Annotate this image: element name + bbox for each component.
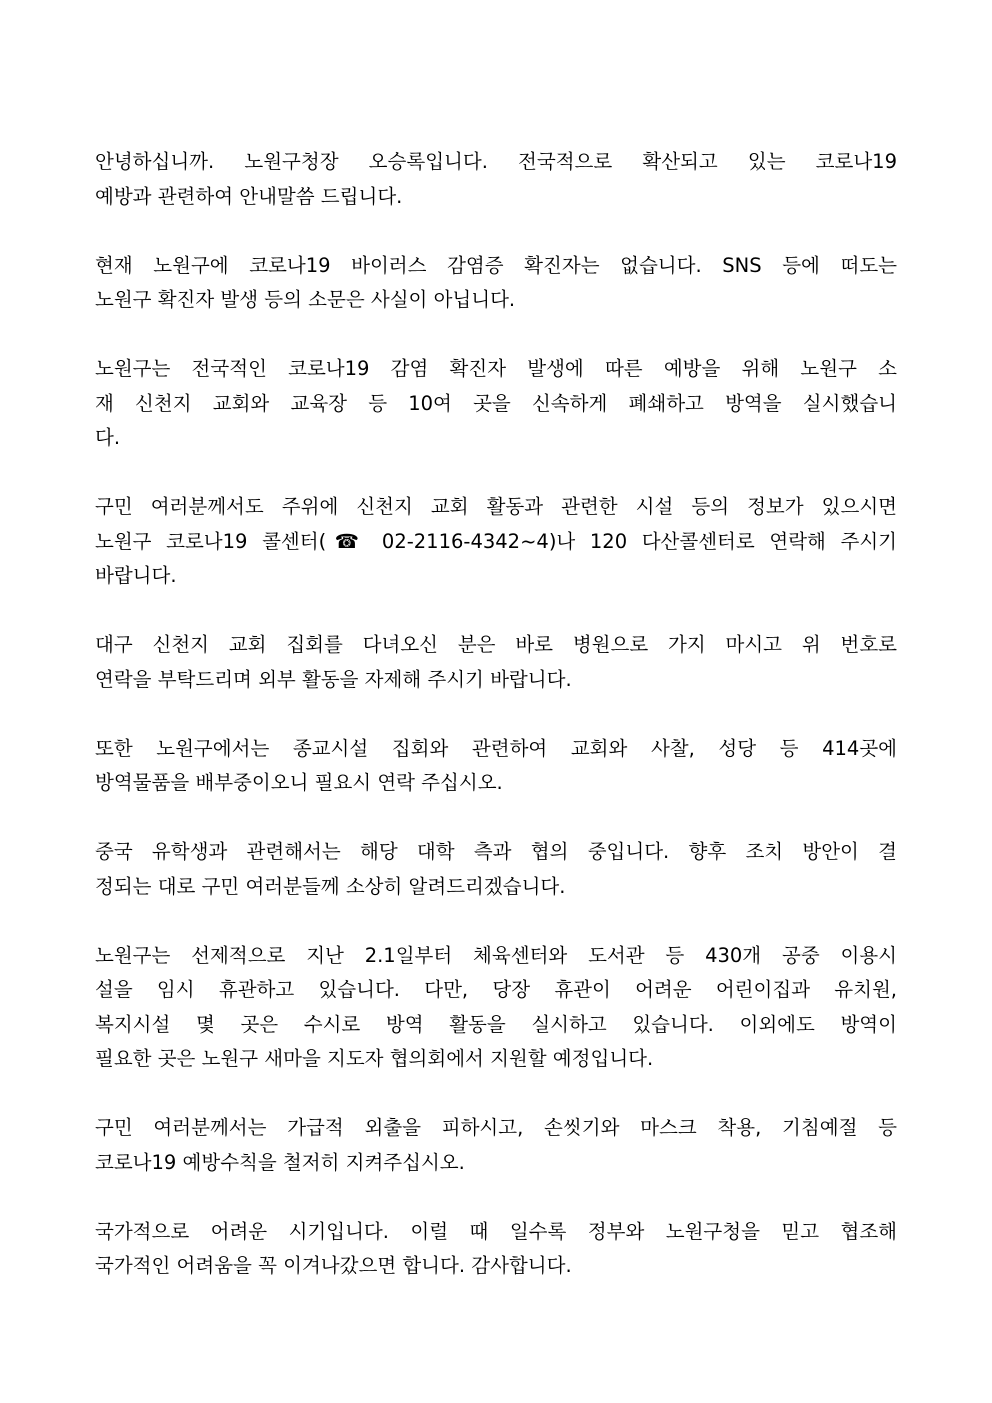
text-line: 안녕하십니까. 노원구청장 오승록입니다. 전국적으로 확산되고 있는 코로나19 [95, 150, 897, 173]
paragraph-students [95, 835, 897, 904]
text-line: 방역물품을 배부중이오니 필요시 연락 주십시오. [95, 771, 503, 794]
paragraph-public-facilities [95, 939, 897, 1077]
paragraph-closure [95, 352, 897, 456]
text-line: 구민 여러분께서도 주위에 신천지 교회 활동과 관련한 시설 등의 정보가 있으시면 [95, 495, 897, 518]
paragraph-prevention [95, 1111, 897, 1180]
text-line: 코로나19 예방수칙을 철저히 지켜주십시오. [95, 1150, 465, 1174]
text-line: 또한 노원구에서는 종교시설 집회와 관련하여 교회와 사찰, 성당 등 414곳에 [95, 736, 897, 760]
paragraph-call-center [95, 490, 897, 594]
text-line: 예방과 관련하여 안내말씀 드립니다. [95, 184, 403, 208]
text-line: 정되는 대로 구민 여러분들께 소상히 알려드리겠습니다. [95, 874, 566, 898]
text-line: 구민 여러분께서는 가급적 외출을 피하시고, 손씻기와 마스크 착용, 기침예절 등 [95, 1116, 897, 1139]
text-line: 노원구는 전국적인 코로나19 감염 확진자 발생에 따른 예방을 위해 노원구 소 [95, 357, 897, 380]
paragraph-no-cases [95, 249, 897, 318]
text-line: 바랍니다. [95, 564, 177, 587]
text-line: 복지시설 몇 곳은 수시로 방역 활동을 실시하고 있습니다. 이외에도 방역이 [95, 1012, 897, 1036]
text-line: 다. [95, 426, 121, 449]
text-line: 국가적인 어려움을 꼭 이겨나갔으면 합니다. 감사합니다. [95, 1254, 572, 1277]
paragraph-greeting [95, 145, 897, 214]
text-line: 현재 노원구에 코로나19 바이러스 감염증 확진자는 없습니다. SNS 등에 떠도는 [95, 253, 897, 277]
paragraph-religious-facilities [95, 732, 897, 801]
text-line: 노원구는 선제적으로 지난 2.1일부터 체육센터와 도서관 등 430개 공중 이용시 [95, 943, 897, 967]
text-line: 연락을 부탁드리며 외부 활동을 자제해 주시기 바랍니다. [95, 667, 572, 691]
text-line: 노원구 코로나19 콜센터(☎ 02-2116-4342~4)나 120 다산콜센터로 연락해 주시기 [95, 529, 897, 553]
text-line: 필요한 곳은 노원구 새마을 지도자 협의회에서 지원할 예정입니다. [95, 1047, 654, 1070]
text-line: 대구 신천지 교회 집회를 다녀오신 분은 바로 병원으로 가지 마시고 위 번호로 [95, 633, 897, 656]
text-line: 설을 임시 휴관하고 있습니다. 다만, 당장 휴관이 어려운 어린이집과 유치원, [95, 978, 897, 1001]
paragraph-daegu-visitors [95, 628, 897, 697]
text-line: 재 신천지 교회와 교육장 등 10여 곳을 신속하게 폐쇄하고 방역을 실시했습니 [95, 391, 897, 415]
paragraph-closing [95, 1215, 897, 1284]
text-line: 중국 유학생과 관련해서는 해당 대학 측과 협의 중입니다. 향후 조치 방안이 결 [95, 840, 897, 863]
text-line: 노원구 확진자 발생 등의 소문은 사실이 아닙니다. [95, 288, 516, 311]
text-line: 국가적으로 어려운 시기입니다. 이럴 때 일수록 정부와 노원구청을 믿고 협조해 [95, 1219, 897, 1243]
document-body [95, 145, 897, 1284]
